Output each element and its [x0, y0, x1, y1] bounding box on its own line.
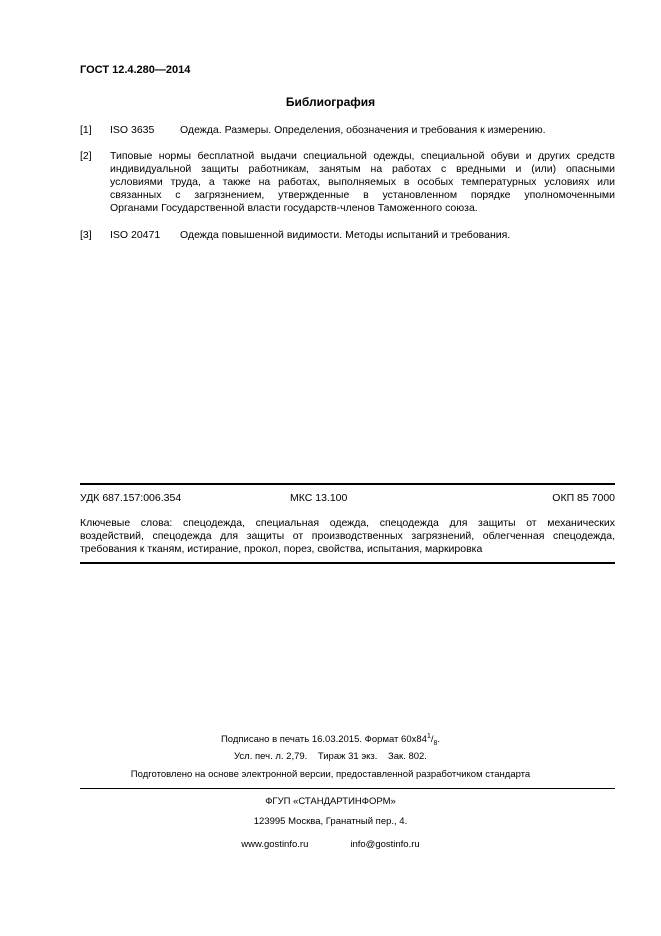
reference-text	[110, 150, 615, 215]
udk-code: УДК 687.157:006.354	[80, 492, 182, 504]
bibliography-title: Библиография	[285, 95, 376, 109]
reference-line: индивидуальной защиты работникам, занятым на работах с вредными и (или) опасными	[110, 163, 615, 175]
reference-number: [2]	[80, 150, 92, 162]
website-link[interactable]: www.gostinfo.ru	[241, 839, 309, 850]
divider-imprint	[80, 788, 615, 789]
contact-row	[0, 838, 661, 851]
divider-bottom	[80, 562, 615, 564]
prepared-note: Подготовлено на основе электронной версии, предоставленной разработчиком стандарта	[130, 769, 531, 780]
order-number: Зак. 802.	[388, 751, 427, 762]
publisher-name: ФГУП «СТАНДАРТИНФОРМ»	[265, 796, 396, 807]
print-sheets: Усл. печ. л. 2,79.	[234, 751, 308, 762]
reference-number: [1]	[80, 124, 92, 136]
standard-number: ГОСТ 12.4.280—2014	[80, 64, 191, 76]
reference-number: [3]	[80, 229, 92, 241]
signed-suffix: .	[437, 734, 441, 746]
okp-code: ОКП 85 7000	[552, 492, 615, 504]
signed-info: Подписано в печать 16.03.2015. Формат $60x84^1/_8$.	[220, 733, 441, 748]
reference-text: Одежда. Размеры. Определения, обозначения и требования к измерению.	[180, 124, 546, 136]
circulation: Тираж 31 экз.	[317, 751, 378, 762]
print-details	[0, 750, 661, 763]
signed-text: Подписано в печать 16.03.2015. Формат 60x84	[220, 734, 427, 746]
keywords-line: Ключевые слова: спецодежда, специальная одежда, спецодежда для защиты от механических	[80, 517, 615, 529]
reference-text: Одежда повышенной видимости. Методы испытаний и требования.	[180, 229, 511, 241]
keywords-line: воздействий, спецодежда для защиты от производственных загрязнений, облегченная спецодежда,	[80, 530, 615, 542]
mks-code: МКС 13.100	[290, 492, 348, 504]
reference-line: Органами Государственной власти государств-членов Таможенного союза.	[110, 202, 478, 214]
divider-top	[80, 483, 615, 485]
email-link[interactable]: info@gostinfo.ru	[350, 839, 420, 850]
format-denominator: 8	[433, 740, 438, 748]
reference-code: ISO 20471	[110, 229, 161, 241]
publisher-address: 123995 Москва, Гранатный пер., 4.	[253, 816, 408, 827]
reference-line: Типовые нормы бесплатной выдачи специальной одежды, специальной обуви и других средств	[110, 150, 615, 162]
reference-line: связанных с загрязнением, утвержденные в установленном порядке уполномоченными	[110, 189, 615, 201]
format-numerator: 1	[426, 733, 431, 740]
keywords	[80, 517, 615, 556]
keywords-line: требования к тканям, истирание, прокол, порез, свойства, испытания, маркировка	[80, 543, 483, 555]
reference-line: условиями труда, а также на работах, выполняемых в особых температурных условиях или	[110, 176, 615, 188]
reference-code: ISO 3635	[110, 124, 155, 136]
